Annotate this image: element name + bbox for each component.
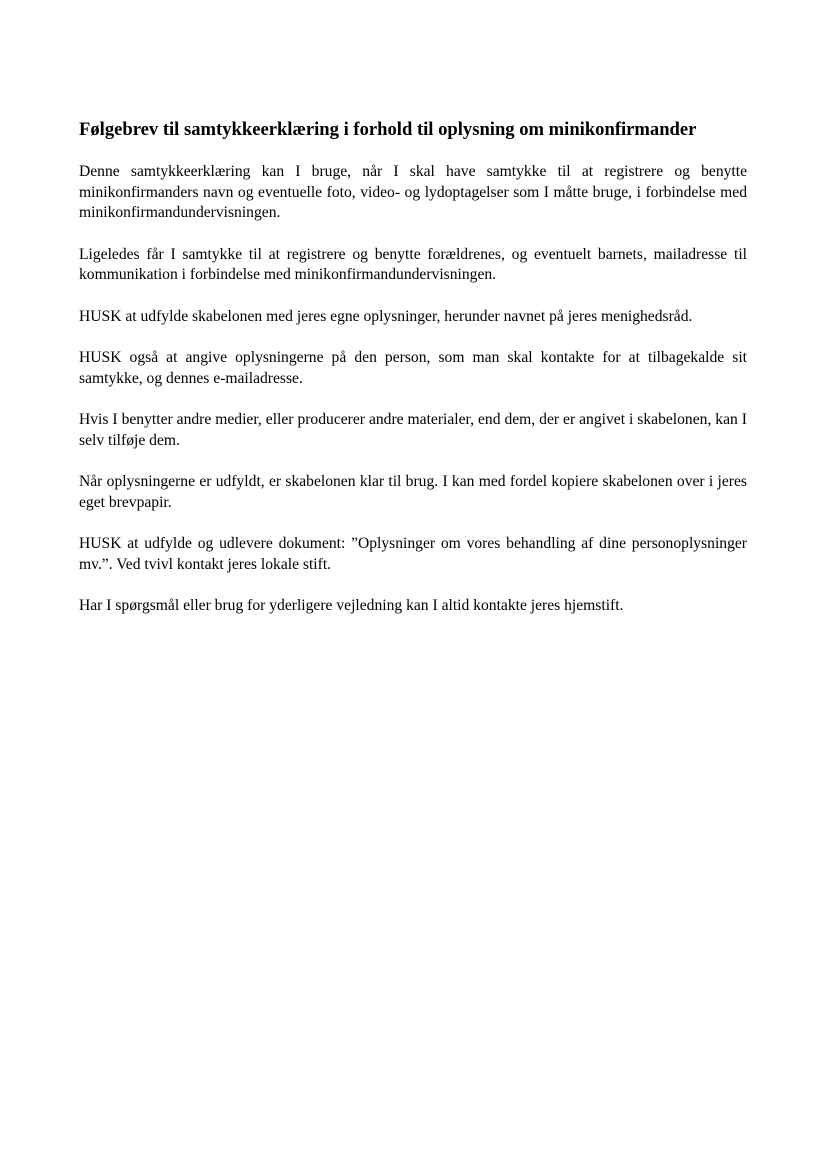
paragraph-questions: Har I spørgsmål eller brug for yderligere vejledning kan I altid kontakte jeres hjemstift. <box>79 596 624 614</box>
paragraph-intro: Denne samtykkeerklæring kan I bruge, når I skal have samtykke til at registrere og benytte minikonfirmanders navn og eventuelle foto, video- og lydoptagelser som I måtte bruge, i forbindelse med minikonfirmandundervisningen. <box>79 163 747 222</box>
paragraph-other-media: Hvis I benytter andre medier, eller producerer andre materialer, end dem, der er angivet i skabelonen, kan I selv tilføje dem. <box>79 410 747 449</box>
paragraph-ready-to-use: Når oplysningerne er udfyldt, er skabelonen klar til brug. I kan med fordel kopiere skabelonen over i jeres eget brevpapir. <box>79 472 747 511</box>
paragraph-email-consent: Ligeledes får I samtykke til at registrere og benytte forældrenes, og eventuelt barnets, mailadresse til kommunikation i forbindelse med minikonfirmandundervisningen. <box>79 245 747 284</box>
document-title: Følgebrev til samtykkeerklæring i forhold til oplysning om minikonfirmander <box>79 119 697 140</box>
paragraph-privacy-document: HUSK at udfylde og udlevere dokument: ”Oplysninger om vores behandling af dine personoplysninger mv.”. Ved tvivl kontakt jeres lokale stift. <box>79 534 747 573</box>
document-page <box>79 118 747 637</box>
paragraph-fill-template: HUSK at udfylde skabelonen med jeres egne oplysninger, herunder navnet på jeres menighedsråd. <box>79 307 693 325</box>
paragraph-contact-person: HUSK også at angive oplysningerne på den person, som man skal kontakte for at tilbagekalde sit samtykke, og dennes e-mailadresse. <box>79 348 747 387</box>
